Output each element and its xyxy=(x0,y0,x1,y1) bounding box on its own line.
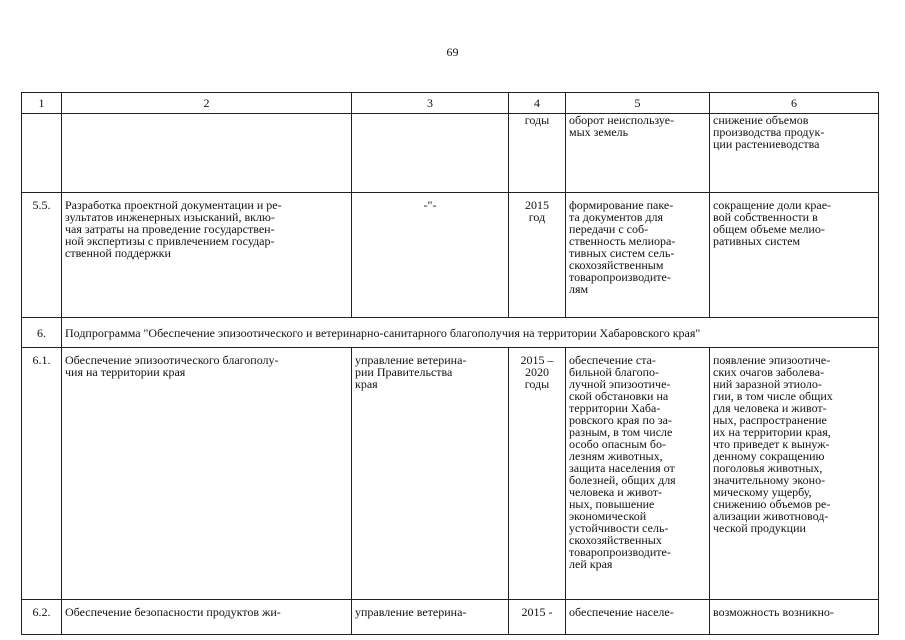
period-cell: годы xyxy=(509,114,566,193)
consequence-cell: сокращение доли крае- вой собственности в общем объеме мелио- ративных систем xyxy=(710,193,879,318)
period-cell: 2015 год xyxy=(509,193,566,318)
measure-cell: Обеспечение безопасности продуктов жи- xyxy=(62,600,352,635)
column-header: 5 xyxy=(566,93,710,114)
measure-cell: Обеспечение эпизоотического благополу- чия на территории края xyxy=(62,348,352,600)
table-header-row xyxy=(22,93,879,114)
executor-cell: управление ветерина- xyxy=(352,600,509,635)
table-row xyxy=(22,600,879,635)
measure-cell xyxy=(62,114,352,193)
period-cell: 2015 - xyxy=(509,600,566,635)
executor-cell xyxy=(352,114,509,193)
page-number: 69 xyxy=(446,45,459,59)
column-header: 3 xyxy=(352,93,509,114)
result-cell: обеспечение населе- xyxy=(566,600,710,635)
executor-cell: управление ветерина- рии Правительства края xyxy=(352,348,509,600)
row-number-cell: 6.2. xyxy=(22,600,62,635)
result-cell: обеспечение ста- бильной благопо- лучной эпизоотиче- ской обстановки на территории Хаба- ровского края по за- разным, в том числе особо опасным бо- лезням животных, защита населения от болезней, общих для человека и живот- ных, повышение экономической устойчивости сель- скохозяйственных товаропроизводите- лей края xyxy=(566,348,710,600)
table-row xyxy=(22,348,879,600)
row-number-cell: 6.1. xyxy=(22,348,62,600)
column-header: 2 xyxy=(62,93,352,114)
consequence-cell: появление эпизоотиче- ских очагов заболева- ний заразной этиоло- гии, в том числе общих для человека и живот- ных, распространение их на территории края, что приведет к вынуж- денному сокращению поголовья животных, значительному эконо- мическому ущербу, снижению объемов ре- ализации животновод- ческой продукции xyxy=(710,348,879,600)
table-row xyxy=(22,114,879,193)
column-header: 1 xyxy=(22,93,62,114)
measure-cell: Разработка проектной документации и ре- зультатов инженерных изысканий, вклю- чая затраты на проведение государствен- ной экспертизы с привлечением государ- ственной поддержки xyxy=(62,193,352,318)
consequence-cell: возможность возникно- xyxy=(710,600,879,635)
consequence-cell: снижение объемов производства продук- ции растениеводства xyxy=(710,114,879,193)
row-number-cell xyxy=(22,114,62,193)
column-header: 4 xyxy=(509,93,566,114)
executor-cell: -"- xyxy=(352,193,509,318)
subprogram-row xyxy=(22,318,879,348)
program-measures-table xyxy=(21,92,879,635)
period-cell: 2015 – 2020 годы xyxy=(509,348,566,600)
row-number-cell: 5.5. xyxy=(22,193,62,318)
result-cell: оборот неиспользуе- мых земель xyxy=(566,114,710,193)
row-number-cell: 6. xyxy=(22,318,62,348)
result-cell: формирование паке- та документов для передачи с соб- ственность мелиора- тивных систем сель- скохозяйственным товаропроизводите- лям xyxy=(566,193,710,318)
column-header: 6 xyxy=(710,93,879,114)
table-row xyxy=(22,193,879,318)
subprogram-title-cell: Подпрограмма "Обеспечение эпизоотического и ветеринарно-санитарного благополучия на территории Хабаровского края" xyxy=(62,318,879,348)
